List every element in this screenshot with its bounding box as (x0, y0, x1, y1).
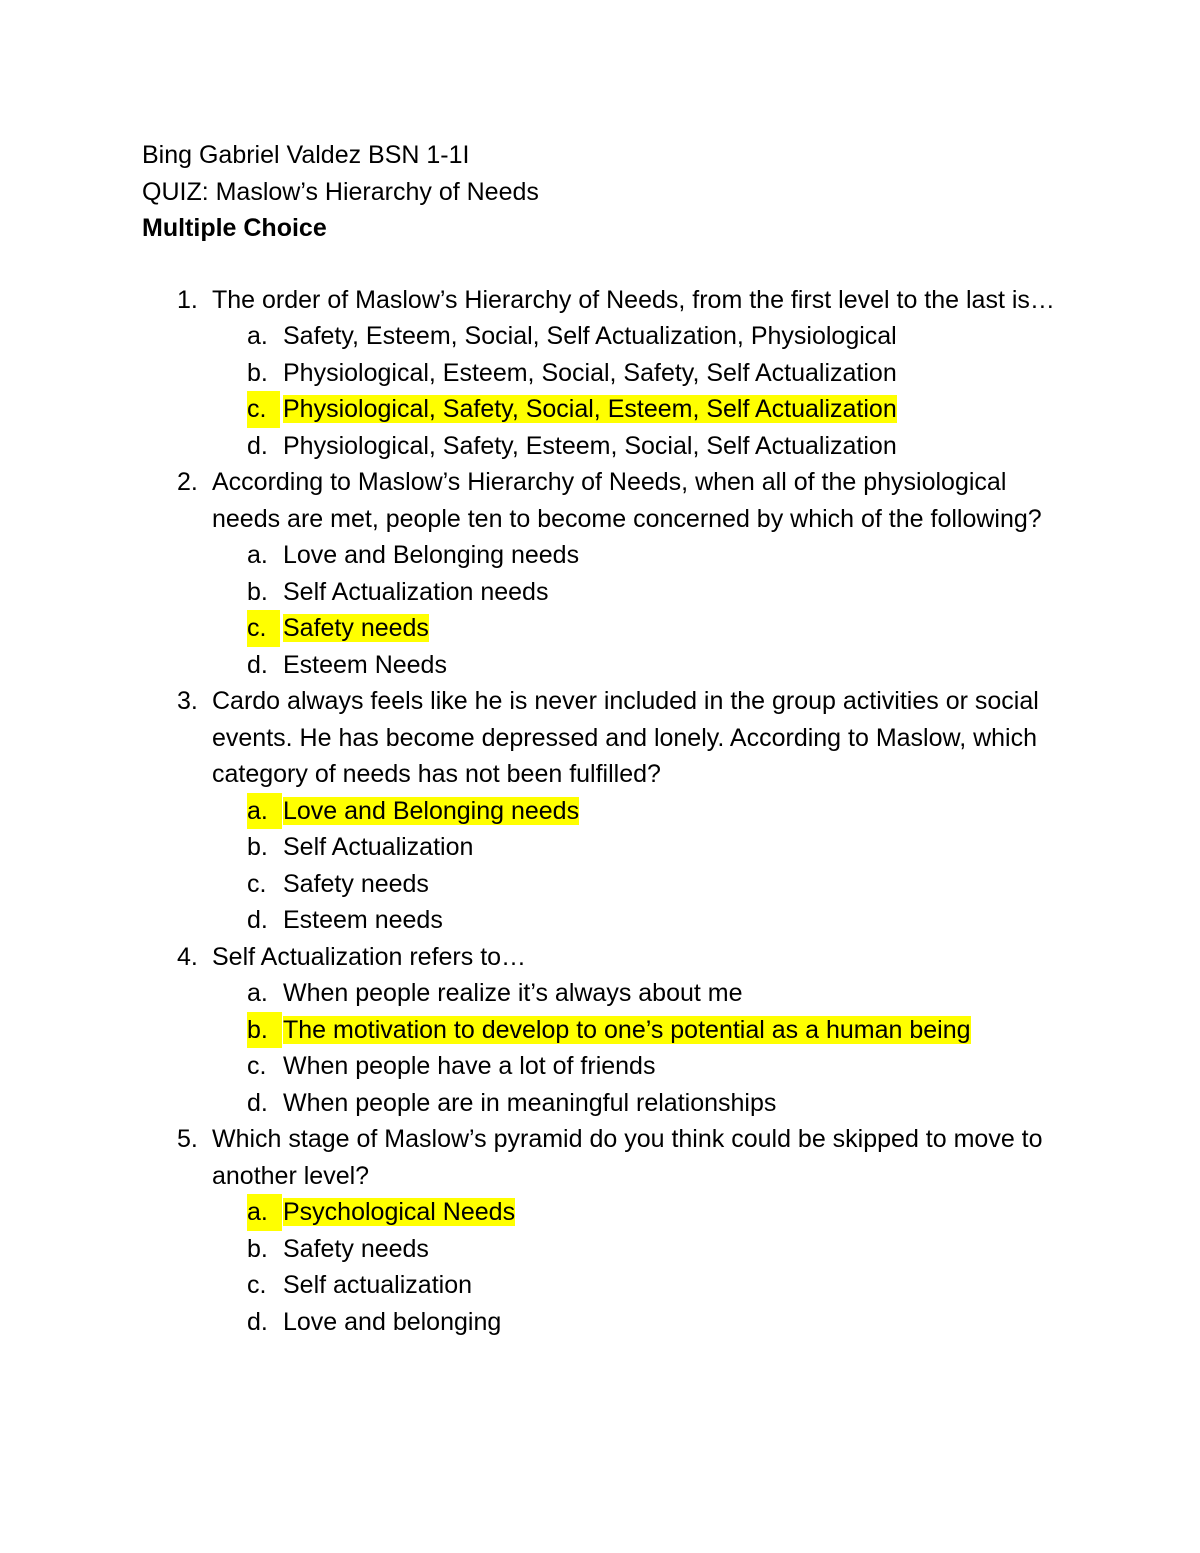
option-letter: c. (247, 391, 280, 428)
option-item (142, 428, 1062, 465)
option-letter: a. (247, 793, 282, 830)
option-item (142, 647, 1062, 684)
option-text: Safety needs (283, 614, 429, 642)
option-text: Safety needs (283, 869, 429, 898)
option-text: When people realize it’s always about me (283, 979, 743, 1007)
question-number: 1. (177, 285, 198, 314)
option-letter: b. (247, 833, 268, 861)
option-letter: d. (247, 650, 268, 679)
question-body: According to Maslow’s Hierarchy of Needs, when all of the physiological needs are met, people ten to become concerned by which of the following? (212, 468, 1042, 533)
section-title: Multiple Choice (142, 214, 327, 242)
option-letter: c. (247, 869, 267, 898)
option-item (142, 1231, 1062, 1268)
option-item-highlighted (142, 610, 1062, 647)
option-text: Esteem Needs (283, 650, 447, 679)
question-number: 5. (177, 1125, 198, 1153)
question-2 (142, 464, 1062, 683)
question-number: 4. (177, 942, 198, 971)
option-letter: c. (247, 1052, 267, 1080)
option-text: When people are in meaningful relationships (283, 1088, 777, 1117)
option-item (142, 1304, 1062, 1341)
option-letter: a. (247, 1194, 282, 1231)
option-letter: b. (247, 358, 268, 387)
option-text: Self Actualization (283, 833, 474, 861)
option-item-highlighted (142, 793, 1062, 830)
option-item-highlighted (142, 1194, 1062, 1231)
question-number: 3. (177, 687, 198, 715)
option-letter: a. (247, 322, 268, 350)
student-name-line: Bing Gabriel Valdez BSN 1-1I (142, 141, 470, 169)
option-text: Self actualization (283, 1271, 473, 1299)
option-letter: a. (247, 979, 268, 1007)
question-text (142, 282, 1062, 319)
option-text: The motivation to develop to one’s potential as a human being (283, 1015, 971, 1044)
option-item (142, 1048, 1062, 1085)
option-item (142, 574, 1062, 611)
option-text: Physiological, Esteem, Social, Safety, Self Actualization (283, 358, 897, 387)
option-text: Love and Belonging needs (283, 796, 580, 825)
option-letter: c. (247, 610, 280, 647)
question-list (142, 282, 1062, 1341)
question-text (142, 939, 1062, 976)
question-number: 2. (177, 468, 198, 496)
question-text (142, 683, 1062, 793)
option-item (142, 829, 1062, 866)
option-item (142, 1267, 1062, 1304)
question-body: The order of Maslow’s Hierarchy of Needs, from the first level to the last is… (212, 285, 1055, 314)
question-text (142, 464, 1062, 537)
option-letter: d. (247, 906, 268, 934)
option-letter: d. (247, 431, 268, 460)
question-text (142, 1121, 1062, 1194)
option-letter: d. (247, 1088, 268, 1117)
option-text: Self Actualization needs (283, 577, 549, 606)
option-text: Love and Belonging needs (283, 541, 580, 569)
option-text: Physiological, Safety, Social, Esteem, Self Actualization (283, 395, 897, 423)
question-body: Cardo always feels like he is never included in the group activities or social events. He has become depressed and lonely. According to Maslow, which category of needs has not been fulfilled? (212, 687, 1039, 788)
option-item (142, 355, 1062, 392)
option-letter: b. (247, 1012, 282, 1049)
option-text: Esteem needs (283, 906, 443, 934)
option-item (142, 318, 1062, 355)
option-item (142, 1085, 1062, 1122)
option-letter: b. (247, 1234, 268, 1263)
option-item (142, 902, 1062, 939)
question-body: Which stage of Maslow’s pyramid do you think could be skipped to move to another level? (212, 1125, 1043, 1190)
option-letter: c. (247, 1271, 267, 1299)
option-text: Physiological, Safety, Esteem, Social, Self Actualization (283, 431, 897, 460)
question-5 (142, 1121, 1062, 1340)
option-item (142, 537, 1062, 574)
quiz-title: QUIZ: Maslow’s Hierarchy of Needs (142, 177, 539, 206)
question-1 (142, 282, 1062, 465)
option-item-highlighted (142, 391, 1062, 428)
option-text: Love and belonging (283, 1307, 502, 1336)
option-text: Safety needs (283, 1234, 429, 1263)
option-text: Psychological Needs (283, 1198, 516, 1226)
option-item (142, 866, 1062, 903)
option-item (142, 975, 1062, 1012)
option-item-highlighted (142, 1012, 1062, 1049)
document-content (142, 137, 1062, 1340)
option-letter: d. (247, 1307, 268, 1336)
question-4 (142, 939, 1062, 1122)
question-body: Self Actualization refers to… (212, 942, 527, 971)
option-text: When people have a lot of friends (283, 1052, 656, 1080)
option-letter: b. (247, 577, 268, 606)
option-text: Safety, Esteem, Social, Self Actualization, Physiological (283, 322, 897, 350)
question-3 (142, 683, 1062, 939)
option-letter: a. (247, 541, 268, 569)
